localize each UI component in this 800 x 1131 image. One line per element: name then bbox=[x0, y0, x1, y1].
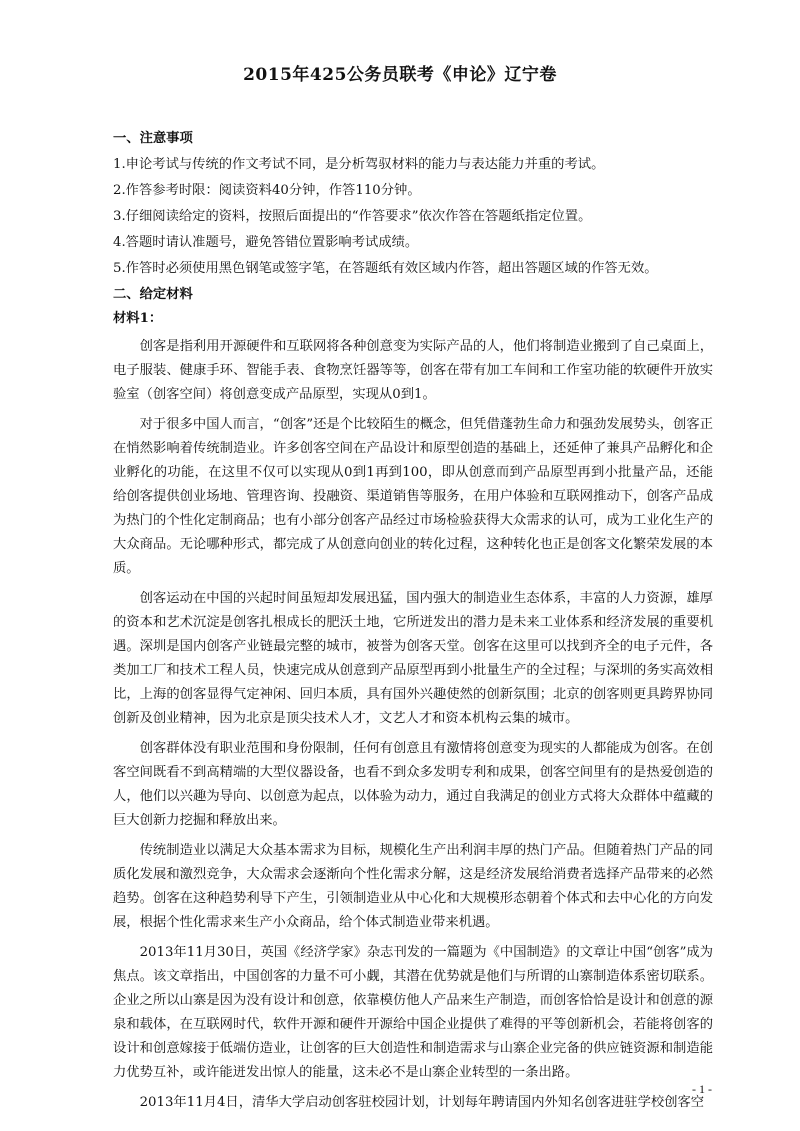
notice-item-4: 4.答题时请认准题号，避免答错位置影响考试成绩。 bbox=[113, 235, 419, 250]
material-paragraph-1: 创客是指利用开源硬件和互联网将各种创意变为实际产品的人，他们将制造业搬到了自己桌面上，电子服装、健康手环、智能手表、食物烹饪器等等，创客在带有加工车间和工作室功能的软硬件开放实验室（创客空间）将创意变成产品原型，实现从0到1。 bbox=[113, 339, 713, 402]
section-heading-notices: 一、注意事项 bbox=[113, 131, 193, 146]
document-title: 2015年425公务员联考《申论》辽宁卷 bbox=[243, 65, 557, 85]
notice-item-2: 2.作答参考时限：阅读资料40分钟，作答110分钟。 bbox=[113, 183, 421, 198]
material-paragraph-4: 创客群体没有职业范围和身份限制，任何有创意且有激情将创意变为现实的人都能成为创客。在创客空间既看不到高精端的大型仪器设备，也看不到众多发明专利和成果，创客空间里有的是热爱创造的人，他们以兴趣为导向、以创意为起点，以体验为动力，通过自我满足的创业方式将大众群体中蕴藏的巨大创新力挖掘和释放出来。 bbox=[113, 741, 713, 828]
material-paragraph-7: 2013年11月4日，清华大学启动创客驻校园计划，计划每年聘请国内外知名创客进驻学校创客空 bbox=[139, 1095, 705, 1110]
notice-item-5: 5.作答时必须使用黑色钢笔或签字笔，在答题纸有效区域内作答，超出答题区域的作答无效。 bbox=[113, 261, 658, 276]
material-paragraph-3: 创客运动在中国的兴起时间虽短却发展迅猛，国内强大的制造业生态体系，丰富的人力资源，雄厚的资本和艺术沉淀是创客扎根成长的肥沃土地，它所迸发出的潜力是未来工业体系和经济发展的重要机遇。深圳是国内创客产业链最完整的城市，被誉为创客天堂。创客在这里可以找到齐全的电子元件，各类加工厂和技术工程人员，快速完成从创意到产品原型再到小批量生产的全过程；与深圳的务实高效相比，上海的创客显得气定神闲、回归本质，具有国外兴趣使然的创新氛围；北京的创客则更具跨界协同创新及创业精神，因为北京是顶尖技术人才，文艺人才和资本机构云集的城市。 bbox=[113, 591, 713, 726]
notice-item-1: 1.申论考试与传统的作文考试不同，是分析驾驭材料的能力与表达能力并重的考试。 bbox=[113, 157, 605, 172]
material-paragraph-6: 2013年11月30日，英国《经济学家》杂志刊发的一篇题为《中国制造》的文章让中国“创客”成为焦点。该文章指出，中国创客的力量不可小觑，其潜在优势就是他们与所谓的山寨制造体系密切联系。企业之所以山寨是因为没有设计和创意，依靠模仿他人产品来生产制造，而创客恰恰是设计和创意的源泉和载体，在互联网时代，软件开源和硬件开源给中国企业提供了难得的平等创新机会，若能将创客的设计和创意嫁接于低端仿造业，让创客的巨大创造性和制造需求与山寨企业完备的供应链资源和制造能力优势互补，或许能迸发出惊人的能量，这未必不是山寨企业转型的一条出路。 bbox=[113, 945, 713, 1080]
page-number: - 1 - bbox=[692, 1082, 712, 1096]
material-paragraph-5: 传统制造业以满足大众基本需求为目标，规模化生产出利润丰厚的热门产品。但随着热门产品的同质化发展和激烈竞争，大众需求会逐渐向个性化需求分解，这是经济发展给消费者选择产品带来的必然趋势。创客在这种趋势利导下产生，引领制造业从中心化和大规模形态朝着个体式和去中心化的方向发展，根据个性化需求来生产小众商品，给个体式制造业带来机遇。 bbox=[113, 843, 713, 930]
material-label: 材料1： bbox=[113, 311, 163, 326]
material-paragraph-2: 对于很多中国人而言，“创客”还是个比较陌生的概念，但凭借蓬勃生命力和强劲发展势头，创客正在悄然影响着传统制造业。许多创客空间在产品设计和原型创造的基础上，还延伸了兼具产品孵化和企业孵化的功能，在这里不仅可以实现从0到1再到100，即从创意而到产品原型再到小批量产品，还能给创客提供创业场地、管理咨询、投融资、渠道销售等服务，在用户体验和互联网推动下，创客产品成为热门的个性化定制商品；也有小部分创客产品经过市场检验获得大众需求的认可，成为工业化生产的大众商品。无论哪种形式，都完成了从创意向创业的转化过程，这种转化也正是创客文化繁荣发展的本质。 bbox=[113, 417, 713, 576]
notice-item-3: 3.仔细阅读给定的资料，按照后面提出的“作答要求”依次作答在答题纸指定位置。 bbox=[113, 209, 592, 224]
section-heading-materials: 二、给定材料 bbox=[113, 287, 193, 302]
document-body bbox=[113, 127, 713, 1121]
